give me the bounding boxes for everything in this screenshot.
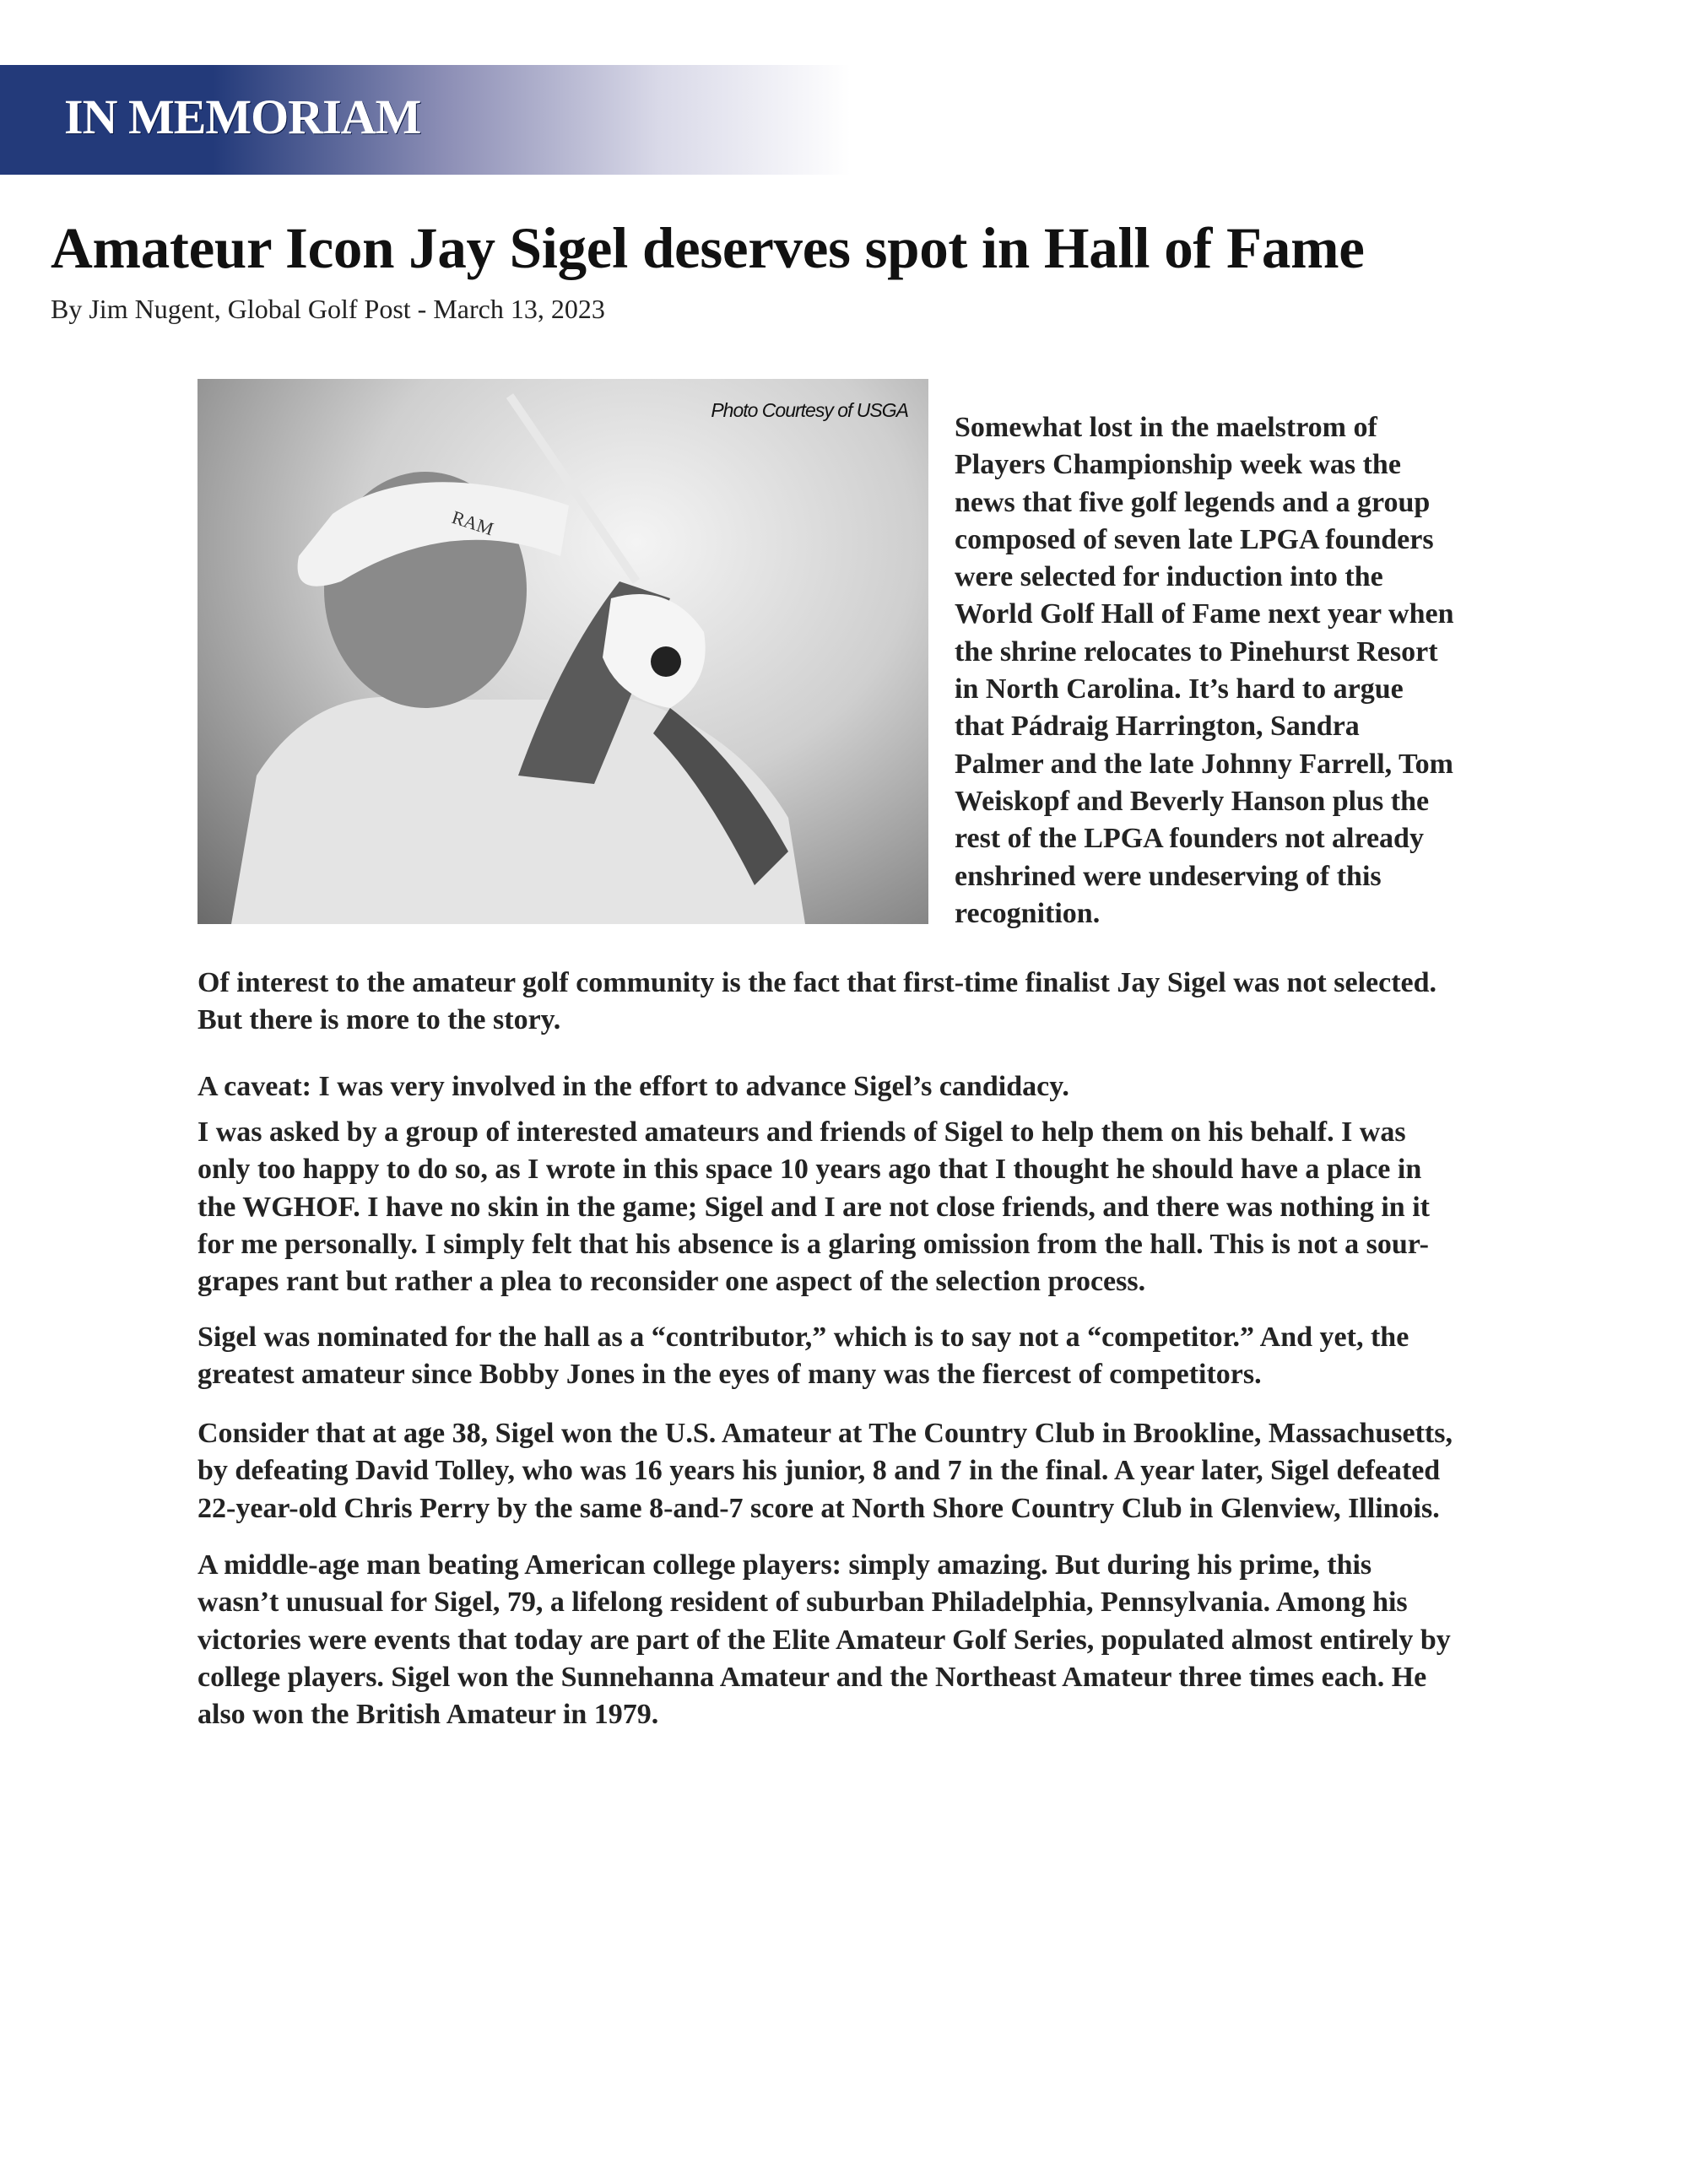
photo-caption: Photo Courtesy of USGA: [711, 399, 908, 421]
paragraph: A middle-age man beating American college players: simply amazing. But during his prime, this wasn’t unusual for Sigel, 79, a lifelong resident of suburban Philadelphia, Pennsylvania. Among his victories were events that today are part of the Elite Amateur Golf Series, populated almost entirely by college players. Sigel won the Sunnehanna Amateur and the Northeast Amateur three times each. He also won the British Amateur in 1979.: [197, 1549, 1451, 1731]
paragraph: Sigel was nominated for the hall as a “contributor,” which is to say not a “competitor.” And yet, the greatest amateur since Bobby Jones in the eyes of many was the fiercest of competitors.: [197, 1321, 1409, 1390]
section-title: IN MEMORIAM: [64, 89, 421, 144]
paragraph: I was asked by a group of interested amateurs and friends of Sigel to help them on his behalf. I was only too happy to do so, as I wrote in this space 10 years ago that I thought he should have a place in the WGHOF. I have no skin in the game; Sigel and I are not close friends, and there was nothing in it for me personally. I simply felt that his absence is a glaring omission from the hall. This is not a sour-grapes rant but rather a plea to reconsider one aspect of the selection process.: [197, 1116, 1430, 1298]
section-banner: [0, 65, 1063, 175]
article-headline: Amateur Icon Jay Sigel deserves spot in Hall of Fame: [51, 216, 1365, 280]
paragraph: A caveat: I was very involved in the effort to advance Sigel’s candidacy.: [197, 1070, 1069, 1102]
article-byline: By Jim Nugent, Global Golf Post - March 13, 2023: [51, 294, 605, 324]
visor-text: RAM: [449, 505, 496, 540]
article-body: [197, 379, 1455, 1734]
paragraph: Somewhat lost in the maelstrom of Players Championship week was the news that five golf legends and a group composed of seven late LPGA founders were selected for induction into the World Golf Hall of Fame next year when the shrine relocates to Pinehurst Resort in North Carolina. It’s hard to argue that Pádraig Harrington, Sandra Palmer and the late Johnny Farrell, Tom Weiskopf and Beverly Hanson plus the rest of the LPGA founders not already enshrined were undeserving of this recognition.: [955, 412, 1454, 929]
paragraph: Of interest to the amateur golf community is the fact that first-time finalist Jay Sigel was not selected. But there is more to the story.: [197, 967, 1437, 1036]
golfer-photo-illustration: [197, 379, 928, 924]
article-photo: [197, 379, 928, 924]
paragraph: Consider that at age 38, Sigel won the U.S. Amateur at The Country Club in Brookline, Massachusetts, by defeating David Tolley, who was 16 years his junior, 8 and 7 in the final. A year later, Sigel defeated 22-year-old Chris Perry by the same 8-and-7 score at North Shore Country Club in Glenview, Illinois.: [197, 1418, 1453, 1524]
